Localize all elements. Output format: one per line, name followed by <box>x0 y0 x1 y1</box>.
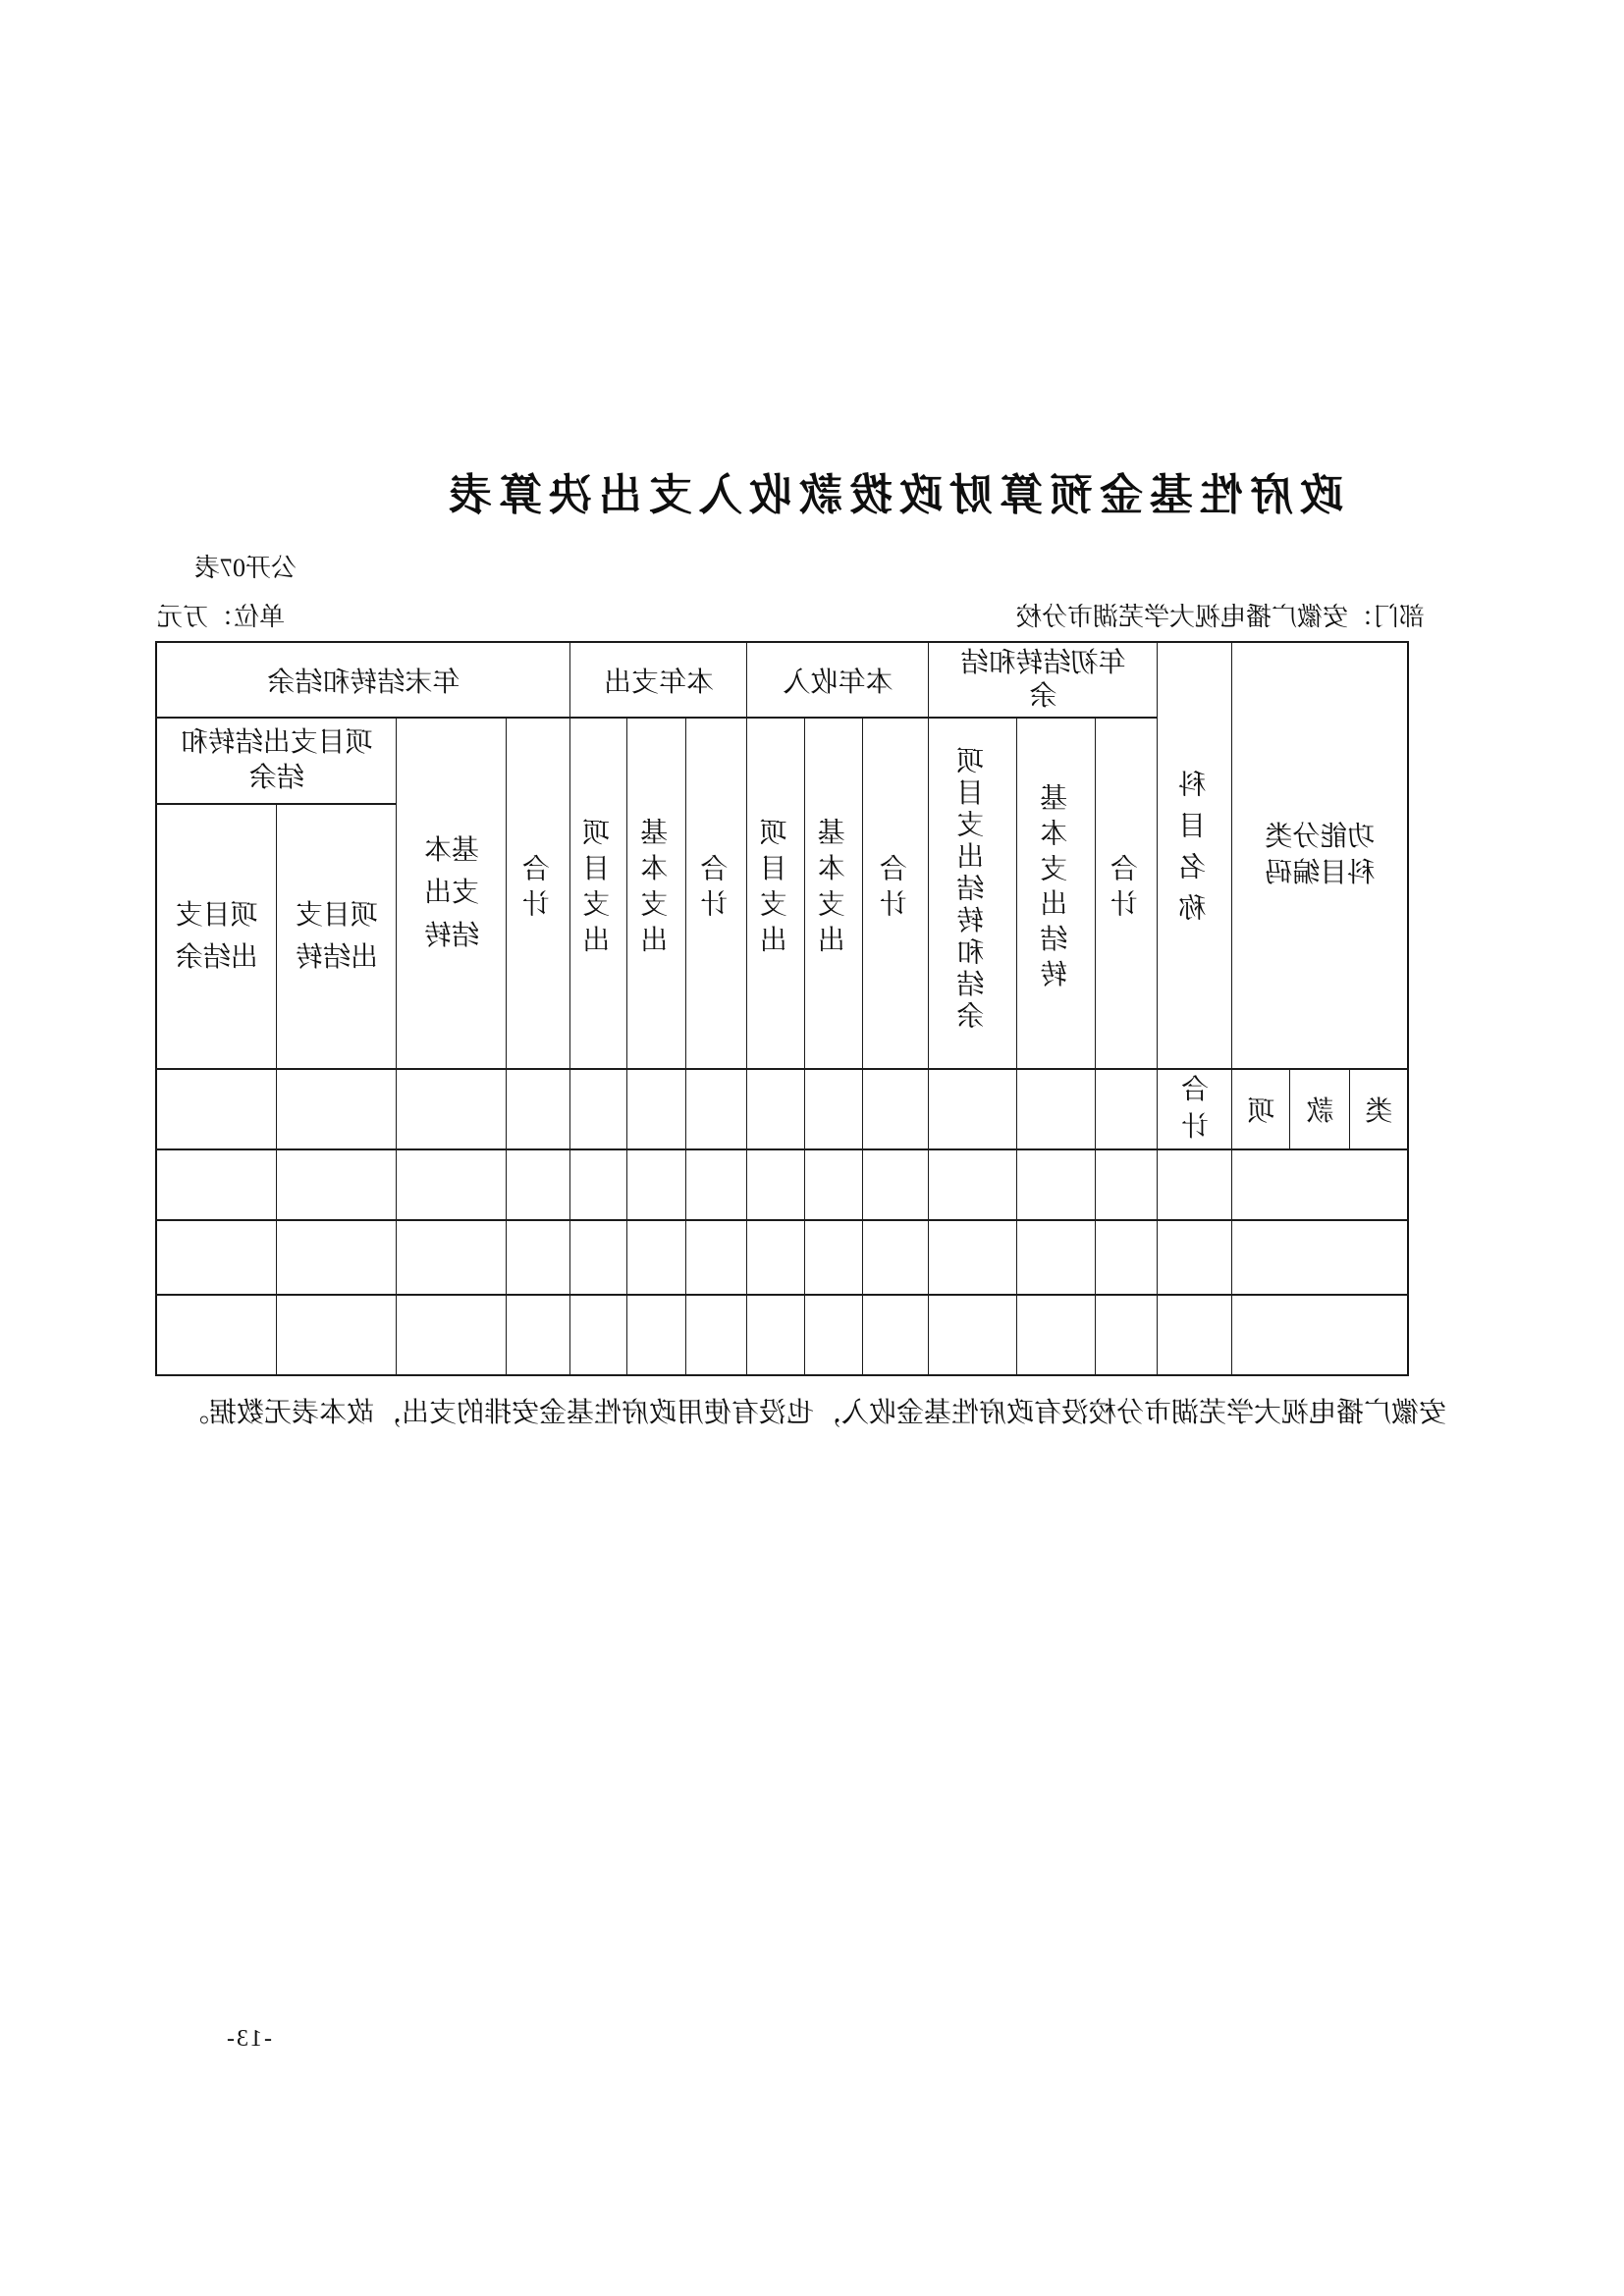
empty-cell <box>507 1220 570 1295</box>
empty-cell <box>686 1069 747 1149</box>
header-expense-total: 合计 <box>686 718 747 1069</box>
header-subject-name: 科目名称 <box>1158 642 1232 1069</box>
code-col-item: 项 <box>1232 1069 1290 1149</box>
empty-cell <box>570 1149 627 1220</box>
header-income-group: 本年收入 <box>747 642 929 718</box>
header-year-start-total: 合计 <box>1096 718 1158 1069</box>
unit-label: 单位：万元 <box>157 603 286 631</box>
empty-cell <box>747 1220 805 1295</box>
code-col-section: 款 <box>1290 1069 1350 1149</box>
empty-cell <box>156 1069 277 1149</box>
empty-cell <box>805 1295 863 1375</box>
code-col-category: 类 <box>1350 1069 1408 1149</box>
header-income-total: 合计 <box>863 718 929 1069</box>
empty-code-cell <box>1232 1220 1408 1295</box>
empty-cell <box>863 1295 929 1375</box>
empty-code-cell <box>1232 1295 1408 1375</box>
empty-cell <box>929 1149 1017 1220</box>
empty-cell <box>570 1069 627 1149</box>
page-number: -13- <box>225 2026 272 2052</box>
empty-cell <box>686 1295 747 1375</box>
empty-cell <box>397 1149 507 1220</box>
empty-cell <box>397 1220 507 1295</box>
empty-cell <box>1017 1220 1096 1295</box>
empty-cell <box>507 1069 570 1149</box>
empty-cell <box>747 1069 805 1149</box>
empty-cell <box>1096 1220 1158 1295</box>
empty-cell <box>747 1295 805 1375</box>
empty-cell <box>1096 1069 1158 1149</box>
empty-cell <box>686 1149 747 1220</box>
total-row-label: 合计 <box>1158 1069 1232 1149</box>
empty-cell <box>929 1295 1017 1375</box>
empty-cell <box>397 1295 507 1375</box>
no-data-note: 安徽广播电视大学芜湖市分校没有政府性基金收入，也没有使用政府性基金安排的支出，故本表无数据。 <box>181 1398 1446 1428</box>
empty-cell <box>156 1149 277 1220</box>
header-year-end-project-carry: 项目支出结转 <box>277 804 397 1069</box>
empty-cell <box>397 1069 507 1149</box>
empty-cell <box>1017 1069 1096 1149</box>
empty-cell <box>1017 1295 1096 1375</box>
empty-cell <box>156 1220 277 1295</box>
header-expense-basic: 基本支出 <box>627 718 686 1069</box>
empty-cell <box>507 1295 570 1375</box>
empty-cell <box>929 1069 1017 1149</box>
document-title: 政府性基金预算财政拨款收入支出决算表 <box>442 471 1343 519</box>
empty-cell <box>277 1149 397 1220</box>
empty-code-cell <box>1232 1149 1408 1220</box>
empty-cell <box>156 1295 277 1375</box>
empty-cell <box>805 1220 863 1295</box>
empty-cell <box>627 1149 686 1220</box>
header-year-end-project-balance: 项目支出结余 <box>156 804 277 1069</box>
empty-cell <box>627 1295 686 1375</box>
empty-cell <box>1017 1149 1096 1220</box>
budget-table <box>155 641 1409 1376</box>
empty-cell <box>863 1220 929 1295</box>
header-year-end-project-group: 项目支出结转和结余 <box>156 718 397 804</box>
empty-cell <box>1096 1295 1158 1375</box>
empty-cell <box>507 1149 570 1220</box>
department-label: 部门：安徽广播电视大学芜湖市分校 <box>1015 603 1425 631</box>
header-expense-project: 项目支出 <box>570 718 627 1069</box>
empty-cell <box>570 1295 627 1375</box>
empty-cell <box>1158 1295 1232 1375</box>
empty-cell <box>1096 1149 1158 1220</box>
header-expense-group: 本年支出 <box>570 642 747 718</box>
table-code-label: 公开07表 <box>194 554 298 582</box>
header-income-basic: 基本支出 <box>805 718 863 1069</box>
empty-cell <box>929 1220 1017 1295</box>
empty-cell <box>805 1069 863 1149</box>
empty-cell <box>277 1295 397 1375</box>
empty-cell <box>570 1220 627 1295</box>
empty-cell <box>277 1069 397 1149</box>
empty-cell <box>747 1149 805 1220</box>
header-income-project: 项目支出 <box>747 718 805 1069</box>
empty-cell <box>627 1069 686 1149</box>
header-year-start-basic: 基本支出结转 <box>1017 718 1096 1069</box>
empty-cell <box>277 1220 397 1295</box>
empty-cell <box>863 1149 929 1220</box>
empty-cell <box>686 1220 747 1295</box>
header-year-end-total: 合计 <box>507 718 570 1069</box>
empty-cell <box>627 1220 686 1295</box>
empty-cell <box>863 1069 929 1149</box>
header-year-end-basic: 基本支出结转 <box>397 718 507 1069</box>
empty-cell <box>805 1149 863 1220</box>
empty-cell <box>1158 1149 1232 1220</box>
header-function-code: 功能分类科目编码 <box>1232 642 1408 1069</box>
header-year-end-group: 年末结转和结余 <box>156 642 570 718</box>
header-year-start-project: 项目支出结转和结余 <box>929 718 1017 1069</box>
header-year-start-group: 年初结转和结余 <box>929 642 1158 718</box>
empty-cell <box>1158 1220 1232 1295</box>
